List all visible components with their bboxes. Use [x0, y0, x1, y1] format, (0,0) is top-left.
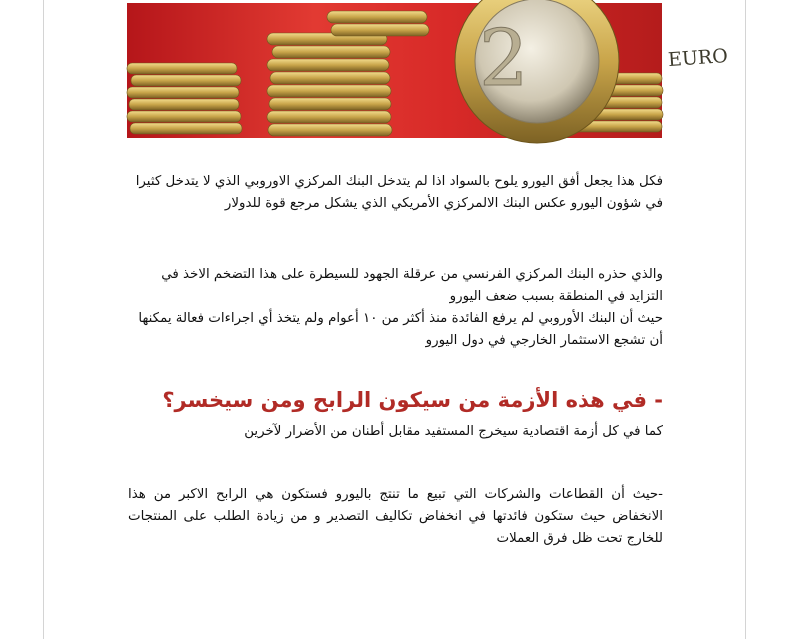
- paragraph-2-line-1: والذي حذره البنك المركزي الفرنسي من عرقلة الجهود للسيطرة على هذا التضخم الاخذ في التزايد في المنطقة بسبب ضعف اليورو: [161, 267, 663, 304]
- section-heading: - في هذه الأزمة من سيكون الرابح ومن سيخسر؟: [162, 388, 663, 412]
- svg-text:2: 2: [479, 14, 529, 104]
- paragraph-4: -حيث أن القطاعات والشركات التي تبيع ما تنتج باليورو فستكون هي الرابح الاكبر من هذا الانخفاض حيث ستكون فائدتها في انخفاض تكاليف التصدير و من زيادة الطلب على المنتجات للخارج تحت ظل فرق العملات: [128, 487, 663, 546]
- coin-stacks-graphic: [127, 3, 662, 138]
- paragraph-1: فكل هذا يجعل أفق اليورو يلوح بالسواد اذا لم يتدخل البنك المركزي الاوروبي الذي لا يتدخل كثيرا في شؤون اليورو عكس البنك الالمركزي الأمريكي الذي يشكل مرجع قوة للدولار: [135, 174, 663, 211]
- paragraph-3: كما في كل أزمة اقتصادية سيخرج المستفيد مقابل أطنان من الأضرار لآخرين: [244, 424, 663, 439]
- coin-label: EURO: [667, 44, 729, 72]
- paragraph-2: [128, 264, 663, 352]
- paragraph-2-line-2: حيث أن البنك الأوروبي لم يرفع الفائدة منذ أكثر من ١٠ أعوام ولم يتخذ أي اجراءات فعالة يمكنها أن تشجع الاستثمار الخارجي في دول اليورو: [138, 311, 663, 348]
- euro-coins-image: [127, 3, 729, 138]
